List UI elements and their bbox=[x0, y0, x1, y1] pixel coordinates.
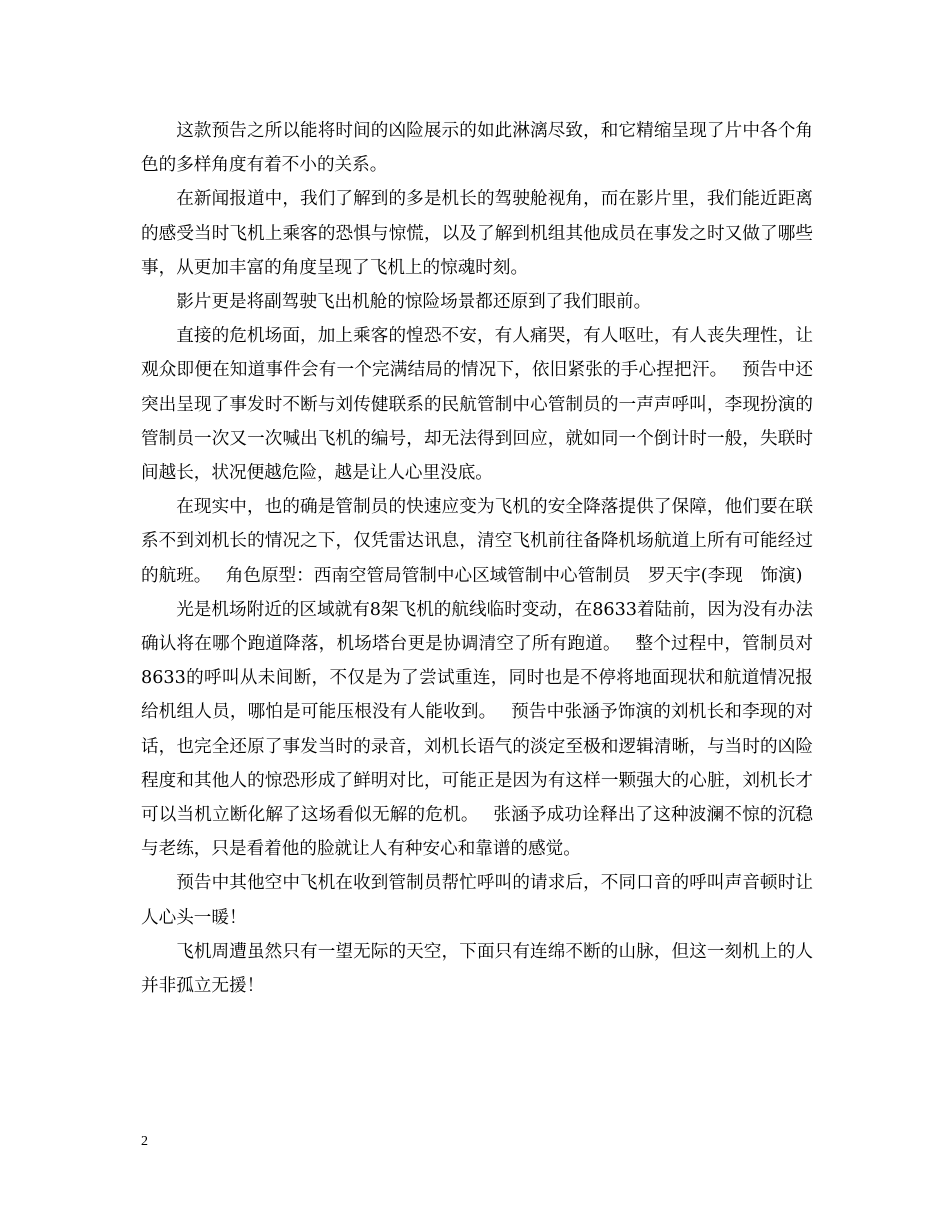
paragraph-1: 这款预告之所以能将时间的凶险展示的如此淋漓尽致，和它精缩呈现了片中各个角色的多样角度有着不小的关系。 bbox=[141, 121, 813, 176]
paragraph-3: 影片更是将副驾驶飞出机舱的惊险场景都还原到了我们眼前。 bbox=[176, 292, 652, 313]
paragraph-2: 在新闻报道中，我们了解到的多是机长的驾驶舱视角，而在影片里，我们能近距离的感受当时飞机上乘客的恐惧与惊慌，以及了解到机组其他成员在事发之时又做了哪些事，从更加丰富的角度呈现了飞机上的惊魂时刻。 bbox=[141, 189, 813, 278]
paragraph-6: 光是机场附近的区域就有8架飞机的航线临时变动，在8633着陆前，因为没有办法确认将在哪个跑道降落，机场塔台更是协调清空了所有跑道。 整个过程中，管制员对8633的呼叫从未间断，不仅是为了尝试重连，同时也是不停将地面现状和航道情况报给机组人员，哪怕是可能压根没有人能收到。 预告中张涵予饰演的刘机长和李现的对话，也完全还原了事发当时的录音，刘机长语气的淡定至极和逻辑清晰，与当时的凶险程度和其他人的惊恐形成了鲜明对比，可能正是因为有这样一颗强大的心脏，刘机长才可以当机立断化解了这场看似无解的危机。 张涵予成功诠释出了这种波澜不惊的沉稳与老练，只是看着他的脸就让人有种安心和靠谱的感觉。 bbox=[141, 599, 813, 860]
paragraph-5: 在现实中，也的确是管制员的快速应变为飞机的安全降落提供了保障，他们要在联系不到刘机长的情况之下，仅凭雷达讯息，清空飞机前往备降机场航道上所有可能经过的航班。 角色原型：西南空管局管制中心区域管制中心管制员 罗天宇(李现 饰演) bbox=[141, 497, 813, 586]
paragraph-8: 飞机周遭虽然只有一望无际的天空，下面只有连绵不断的山脉，但这一刻机上的人并非孤立无援！ bbox=[141, 941, 813, 997]
document-body bbox=[141, 114, 813, 1003]
paragraph-4: 直接的危机场面，加上乘客的惶恐不安，有人痛哭，有人呕吐，有人丧失理性，让观众即便在知道事件会有一个完满结局的情况下，依旧紧张的手心捏把汗。 预告中还突出呈现了事发时不断与刘传健联系的民航管制中心管制员的一声声呼叫，李现扮演的管制员一次又一次喊出飞机的编号，却无法得到回应，就如同一个倒计时一般，失联时间越长，状况便越危险，越是让人心里没底。 bbox=[141, 326, 813, 484]
page-number: 2 bbox=[141, 1134, 148, 1149]
paragraph-7: 预告中其他空中飞机在收到管制员帮忙呼叫的请求后，不同口音的呼叫声音顿时让人心头一暖！ bbox=[141, 873, 813, 928]
